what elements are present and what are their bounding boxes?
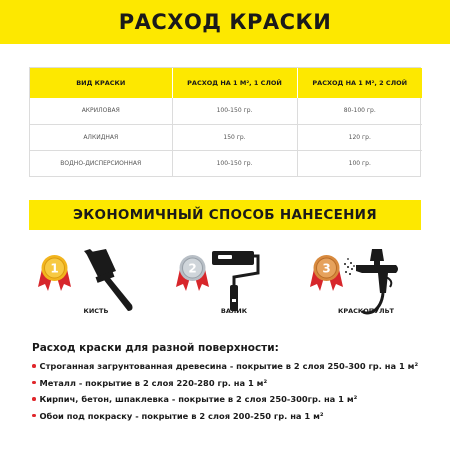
column-header-one-layer: РАСХОД НА 1 М², 1 СЛОЙ [172,68,297,98]
list-item: Кирпич, бетон, шпаклевка - покрытие в 2 слоя 250-300гр. на 1 м² [32,394,432,404]
consumption-table [29,67,421,177]
table-cell: 150 гр. [172,124,297,150]
page-title: РАСХОД КРАСКИ [118,10,332,34]
table-cell: 100-150 гр. [172,150,297,176]
column-header-two-layers: РАСХОД НА 1 М², 2 СЛОЙ [297,68,422,98]
table-header-row [30,68,422,98]
header-banner [0,0,450,44]
bullet-icon [32,381,36,385]
surface-consumption-section [32,342,432,427]
medal-rank: 2 [188,261,197,276]
bronze-medal-icon [310,255,343,291]
table-cell: АКРИЛОВАЯ [30,98,172,124]
medal-rank: 3 [322,261,331,276]
tool-roller [172,247,282,327]
table-row [30,150,422,176]
list-item: Металл - покрытие в 2 слоя 220-280 гр. на 1 м² [32,378,432,388]
medal-rank: 1 [50,261,59,276]
tool-label-roller: ВАЛИК [220,307,248,315]
table-row [30,124,422,150]
method-title: ЭКОНОМИЧНЫЙ СПОСОБ НАНЕСЕНИЯ [73,207,377,223]
brush-icon [84,249,133,311]
table-cell: 100 гр. [348,159,371,167]
surfaces-title: Расход краски для разной поверхности: [32,342,279,354]
gold-medal-icon [38,255,71,291]
tool-spray-gun [306,247,416,327]
silver-medal-icon [176,255,209,291]
table-cell: ВОДНО-ДИСПЕРСИОННАЯ [30,150,172,176]
spray-gun-icon [344,249,398,313]
bullet-icon [32,364,36,368]
column-header-paint-type: ВИД КРАСКИ [30,68,172,98]
list-item: Строганная загрунтованная древесина - покрытие в 2 слоя 250-300 гр. на 1 м² [32,361,432,371]
table-cell: 100-150 гр. [172,98,297,124]
table-cell: АЛКИДНАЯ [30,124,172,150]
table-cell: 120 гр. [297,124,422,150]
method-banner [29,200,421,230]
tool-label-brush: КИСТЬ [83,307,109,315]
bullet-icon [32,397,36,401]
tool-label-spray-gun: КРАСКОПУЛЬТ [338,307,394,315]
table-cell: 80-100 гр. [297,98,422,124]
roller-icon [212,251,258,311]
bullet-icon [32,414,36,418]
list-item: Обои под покраску - покрытие в 2 слоя 200-250 гр. на 1 м² [32,411,432,421]
tool-brush [34,247,144,327]
table-row [30,98,422,124]
